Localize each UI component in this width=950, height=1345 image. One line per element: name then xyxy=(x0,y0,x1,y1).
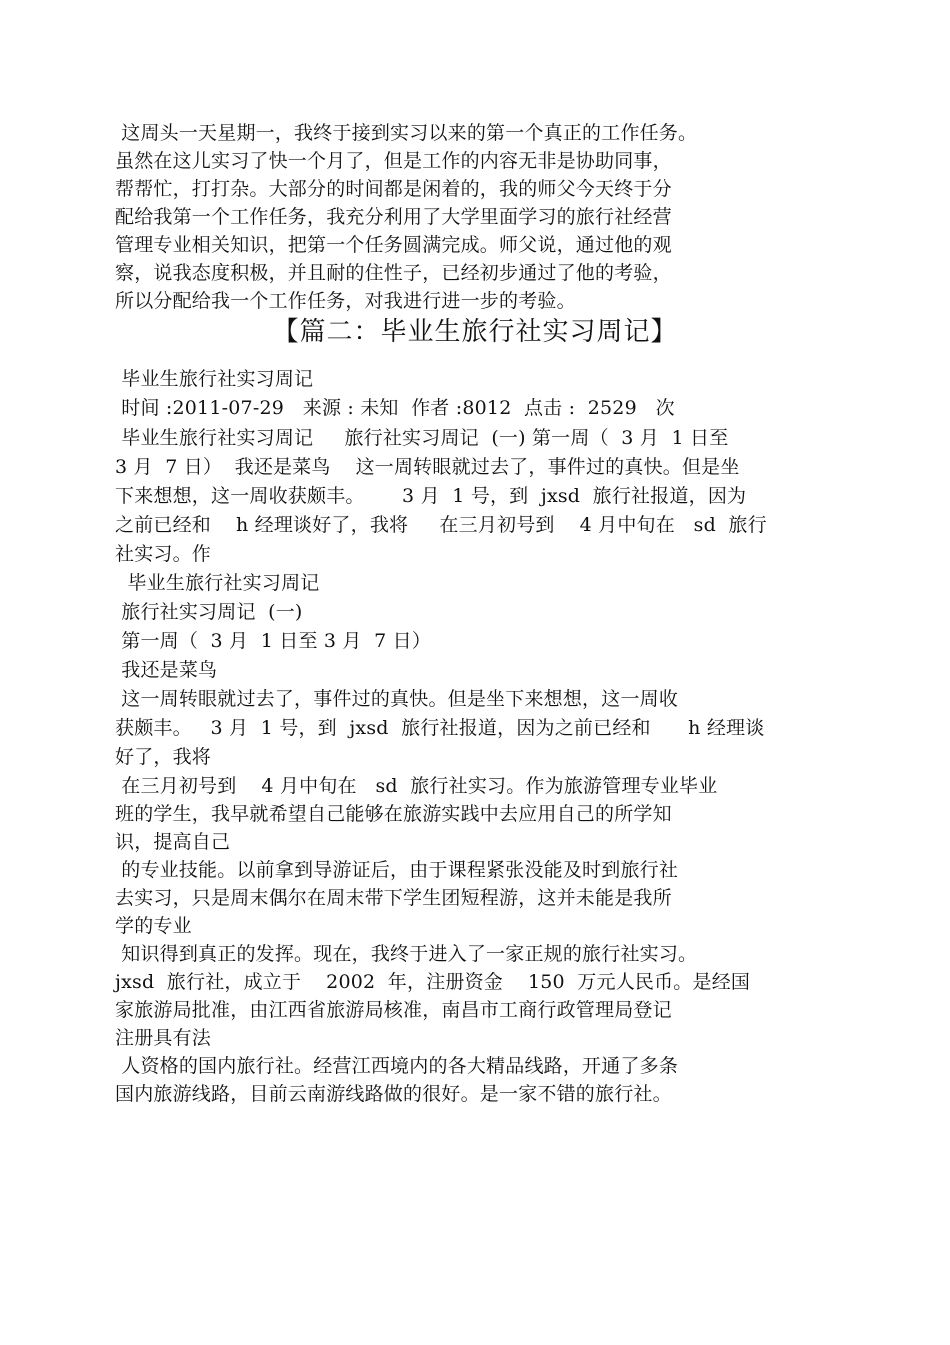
paragraph-line: 管理专业相关知识，把第一个任务圆满完成。师父说，通过他的观 xyxy=(115,234,672,256)
body-line: 识，提高自己 xyxy=(115,831,231,853)
body-line: 第一周（ 3 月 1 日至 3 月 7 日） xyxy=(115,630,432,652)
paragraph-line: 这周头一天星期一，我终于接到实习以来的第一个真正的工作任务。 xyxy=(115,122,698,144)
body-line: 我还是菜鸟 xyxy=(115,659,218,681)
body-line: jxsd 旅行社，成立于 2002 年，注册资金 150 万元人民币。是经国 xyxy=(115,971,751,993)
body-line: 注册具有法 xyxy=(115,1027,212,1049)
body-line: 班的学生，我早就希望自己能够在旅游实践中去应用自己的所学知 xyxy=(115,803,672,825)
body-line: 在三月初号到 4 月中旬在 sd 旅行社实习。作为旅游管理专业毕业 xyxy=(115,775,718,797)
body-line: 获颇丰。 3 月 1 号，到 jxsd 旅行社报道，因为之前已经和 h 经理谈 xyxy=(115,717,765,739)
body-line: 好了，我将 xyxy=(115,746,212,768)
body-line: 社实习。作 xyxy=(115,543,212,565)
body-line: 3 月 7 日） 我还是菜鸟 这一周转眼就过去了，事件过的真快。但是坐 xyxy=(115,456,740,478)
paragraph-line: 帮帮忙，打打杂。大部分的时间都是闲着的，我的师父今天终于分 xyxy=(115,178,672,200)
body-line: 的专业技能。以前拿到导游证后，由于课程紧张没能及时到旅行社 xyxy=(115,859,679,881)
paragraph-line: 虽然在这儿实习了快一个月了，但是工作的内容无非是协助同事， xyxy=(115,150,672,172)
body-line: 旅行社实习周记 (一) xyxy=(115,601,303,623)
body-line: 毕业生旅行社实习周记 旅行社实习周记 (一) 第一周（ 3 月 1 日至 xyxy=(115,427,729,449)
paragraph-line: 配给我第一个工作任务，我充分利用了大学里面学习的旅行社经营 xyxy=(115,206,672,228)
body-line: 之前已经和 h 经理谈好了，我将 在三月初号到 4 月中旬在 sd 旅行 xyxy=(115,514,767,536)
body-line: 学的专业 xyxy=(115,915,192,937)
meta-line: 时间 :2011-07-29 来源 : 未知 作者 :8012 点击 : 2529 次 xyxy=(115,397,675,419)
section-heading: 【篇二：毕业生旅行社实习周记】 xyxy=(272,317,678,347)
body-line: 毕业生旅行社实习周记 xyxy=(115,368,314,390)
body-line: 人资格的国内旅行社。经营江西境内的各大精品线路，开通了多条 xyxy=(115,1055,679,1077)
body-line: 去实习，只是周末偶尔在周末带下学生团短程游，这并未能是我所 xyxy=(115,887,672,909)
body-line: 毕业生旅行社实习周记 xyxy=(115,572,320,594)
body-line: 国内旅游线路，目前云南游线路做的很好。是一家不错的旅行社。 xyxy=(115,1083,672,1105)
paragraph-line: 察，说我态度积极，并且耐的住性子，已经初步通过了他的考验， xyxy=(115,262,672,284)
body-line: 家旅游局批准，由江西省旅游局核准，南昌市工商行政管理局登记 xyxy=(115,999,672,1021)
body-line: 下来想想，这一周收获颇丰。 3 月 1 号，到 jxsd 旅行社报道，因为 xyxy=(115,485,747,507)
body-line: 这一周转眼就过去了，事件过的真快。但是坐下来想想，这一周收 xyxy=(115,688,679,710)
body-line: 知识得到真正的发挥。现在，我终于进入了一家正规的旅行社实习。 xyxy=(115,943,698,965)
paragraph-line: 所以分配给我一个工作任务，对我进行进一步的考验。 xyxy=(115,290,576,312)
